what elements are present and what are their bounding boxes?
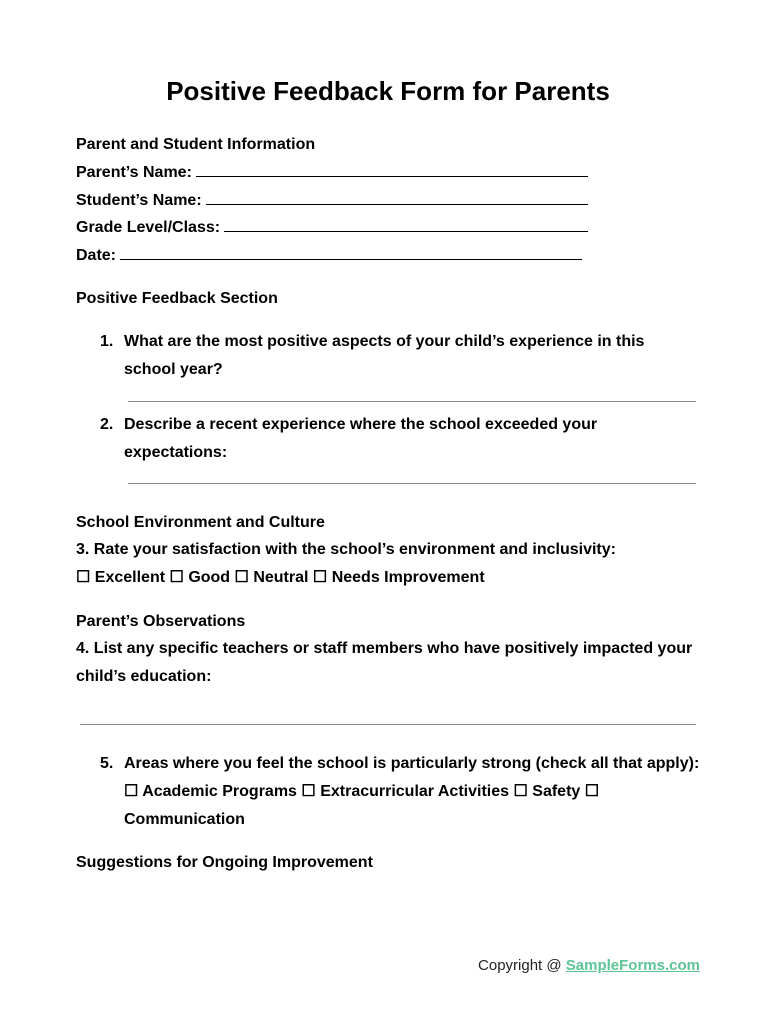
student-name-blank[interactable] <box>206 190 588 205</box>
parent-name-field[interactable] <box>76 162 588 183</box>
date-blank[interactable] <box>120 245 582 260</box>
date-field[interactable] <box>76 245 582 266</box>
section-heading-observations: Parent’s Observations <box>76 613 246 630</box>
section-heading-info: Parent and Student Information <box>76 136 316 153</box>
q4-answer-line[interactable] <box>80 724 696 725</box>
q2-answer-line[interactable] <box>128 483 696 484</box>
checkbox-good[interactable]: ☐ <box>169 569 184 586</box>
parent-name-blank[interactable] <box>196 162 588 177</box>
q1-answer-line[interactable] <box>128 401 696 402</box>
q5-text: Areas where you feel the school is particularly strong (check all that apply): <box>124 755 700 772</box>
option-extracurricular: Extracurricular Activities <box>320 783 510 800</box>
option-academic: Academic Programs <box>142 783 297 800</box>
sampleforms-link[interactable]: SampleForms.com <box>565 957 700 974</box>
section-heading-feedback: Positive Feedback Section <box>76 290 278 307</box>
checkbox-excellent[interactable]: ☐ <box>76 569 91 586</box>
q1-text-cont: school year? <box>124 361 223 378</box>
parent-name-label: Parent’s Name: <box>76 164 192 181</box>
q3-options <box>76 568 485 588</box>
q1-text: What are the most positive aspects of your child’s experience in this <box>124 333 645 350</box>
copyright-text: Copyright @ <box>478 957 566 974</box>
footer-copyright <box>478 957 700 974</box>
date-label: Date: <box>76 247 117 264</box>
option-safety: Safety <box>532 783 581 800</box>
option-good: Good <box>188 569 231 586</box>
section-heading-suggestions: Suggestions for Ongoing Improvement <box>76 854 373 871</box>
q1-number: 1. <box>100 333 114 350</box>
page-title: Positive Feedback Form for Parents <box>166 76 610 106</box>
q5-options <box>124 782 599 802</box>
q4-text-cont: child’s education: <box>76 668 212 685</box>
q3-text: 3. Rate your satisfaction with the school’s environment and inclusivity: <box>76 541 616 558</box>
option-communication: Communication <box>124 811 245 828</box>
grade-blank[interactable] <box>224 217 588 232</box>
checkbox-academic[interactable]: ☐ <box>124 783 139 800</box>
q5-number: 5. <box>100 755 114 772</box>
checkbox-safety[interactable]: ☐ <box>513 783 528 800</box>
checkbox-communication[interactable]: ☐ <box>584 783 600 800</box>
grade-field[interactable] <box>76 217 588 238</box>
checkbox-needs-improvement[interactable]: ☐ <box>312 569 328 586</box>
student-name-field[interactable] <box>76 190 588 211</box>
checkbox-extracurricular[interactable]: ☐ <box>301 783 316 800</box>
option-neutral: Neutral <box>253 569 309 586</box>
section-heading-environment: School Environment and Culture <box>76 514 325 531</box>
option-excellent: Excellent <box>94 569 166 586</box>
grade-label: Grade Level/Class: <box>76 219 221 236</box>
option-needs-improvement: Needs Improvement <box>331 569 485 586</box>
q4-text: 4. List any specific teachers or staff members who have positively impacted your <box>76 640 693 657</box>
q2-text: Describe a recent experience where the school exceeded your <box>124 416 598 433</box>
q2-number: 2. <box>100 416 114 433</box>
student-name-label: Student’s Name: <box>76 192 202 209</box>
q2-text-cont: expectations: <box>124 444 228 461</box>
checkbox-neutral[interactable]: ☐ <box>234 569 249 586</box>
